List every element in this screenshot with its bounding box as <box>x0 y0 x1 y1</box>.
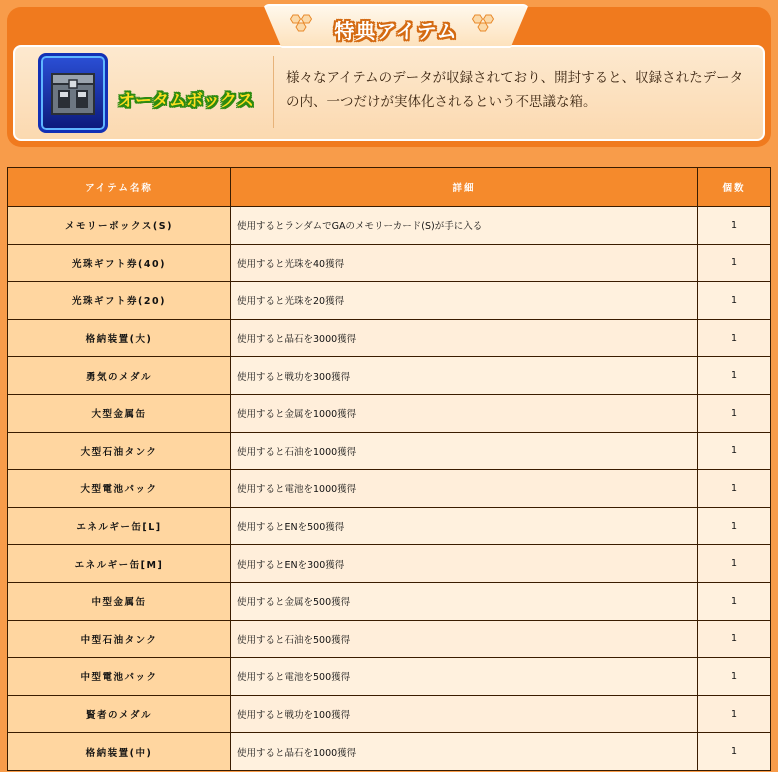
column-header-name: アイテム名称 <box>8 168 231 207</box>
table-header-row <box>8 168 771 207</box>
item-quantity-cell: 1 <box>698 432 771 470</box>
item-detail-cell: 使用すると晶石を3000獲得 <box>231 319 698 357</box>
table-row <box>8 394 771 432</box>
item-detail-cell: 使用すると電池を500獲得 <box>231 658 698 696</box>
item-quantity-cell: 1 <box>698 582 771 620</box>
item-quantity-cell: 1 <box>698 658 771 696</box>
column-header-detail: 詳細 <box>231 168 698 207</box>
item-name-cell: 中型金属缶 <box>8 582 231 620</box>
item-detail-cell: 使用するとENを500獲得 <box>231 507 698 545</box>
item-quantity-cell: 1 <box>698 507 771 545</box>
table-row <box>8 620 771 658</box>
item-detail-cell: 使用するとランダムでGAのメモリーカード(S)が手に入る <box>231 207 698 245</box>
item-detail-cell: 使用すると金属を1000獲得 <box>231 394 698 432</box>
item-detail-cell: 使用すると晶石を1000獲得 <box>231 733 698 771</box>
item-quantity-cell: 1 <box>698 733 771 771</box>
table-row <box>8 733 771 771</box>
item-detail-cell: 使用すると戦功を100獲得 <box>231 695 698 733</box>
table-row <box>8 658 771 696</box>
table-row <box>8 582 771 620</box>
item-name-cell: エネルギー缶[M] <box>8 545 231 583</box>
table-row <box>8 545 771 583</box>
table-row <box>8 319 771 357</box>
item-name-cell: 中型電池パック <box>8 658 231 696</box>
item-name-cell: 勇気のメダル <box>8 357 231 395</box>
item-quantity-cell: 1 <box>698 470 771 508</box>
item-name-cell: 中型石油タンク <box>8 620 231 658</box>
item-quantity-cell: 1 <box>698 545 771 583</box>
item-name-cell: 大型石油タンク <box>8 432 231 470</box>
item-description: 様々なアイテムのデータが収録されており、開封すると、収録されたデータの内、一つだけが実体化されるという不思議な箱。 <box>286 70 744 110</box>
item-detail-cell: 使用すると電池を1000獲得 <box>231 470 698 508</box>
item-quantity-cell: 1 <box>698 695 771 733</box>
table-row <box>8 357 771 395</box>
page-title: 特典アイテム <box>334 19 458 43</box>
table-row <box>8 207 771 245</box>
treasure-box-icon <box>38 53 108 133</box>
item-detail-cell: 使用するとENを300獲得 <box>231 545 698 583</box>
item-quantity-cell: 1 <box>698 394 771 432</box>
item-quantity-cell: 1 <box>698 244 771 282</box>
item-name-cell: 大型電池パック <box>8 470 231 508</box>
item-detail-cell: 使用すると石油を1000獲得 <box>231 432 698 470</box>
column-header-quantity: 個数 <box>698 168 771 207</box>
item-name-cell: 大型金属缶 <box>8 394 231 432</box>
item-name-cell: 格納装置(中) <box>8 733 231 771</box>
item-quantity-cell: 1 <box>698 319 771 357</box>
item-name-cell: 賢者のメダル <box>8 695 231 733</box>
item-name: オータムボックス <box>118 91 254 111</box>
item-quantity-cell: 1 <box>698 357 771 395</box>
item-name-cell: エネルギー缶[L] <box>8 507 231 545</box>
table-row <box>8 432 771 470</box>
item-quantity-cell: 1 <box>698 282 771 320</box>
item-name-cell: 光珠ギフト券(40) <box>8 244 231 282</box>
item-name-cell: 格納装置(大) <box>8 319 231 357</box>
item-detail-cell: 使用すると石油を500獲得 <box>231 620 698 658</box>
item-detail-cell: 使用すると光珠を20獲得 <box>231 282 698 320</box>
item-quantity-cell: 1 <box>698 620 771 658</box>
item-detail-cell: 使用すると光珠を40獲得 <box>231 244 698 282</box>
item-name-cell: 光珠ギフト券(20) <box>8 282 231 320</box>
item-detail-cell: 使用すると戦功を300獲得 <box>231 357 698 395</box>
banner-divider <box>273 56 274 128</box>
item-quantity-cell: 1 <box>698 207 771 245</box>
table-row <box>8 507 771 545</box>
honeycomb-right-icon <box>469 12 499 34</box>
table-row <box>8 695 771 733</box>
item-name-cell: メモリーボックス(S) <box>8 207 231 245</box>
table-row <box>8 282 771 320</box>
item-detail-cell: 使用すると金属を500獲得 <box>231 582 698 620</box>
table-row <box>8 470 771 508</box>
table-row <box>8 244 771 282</box>
item-table <box>7 167 771 771</box>
